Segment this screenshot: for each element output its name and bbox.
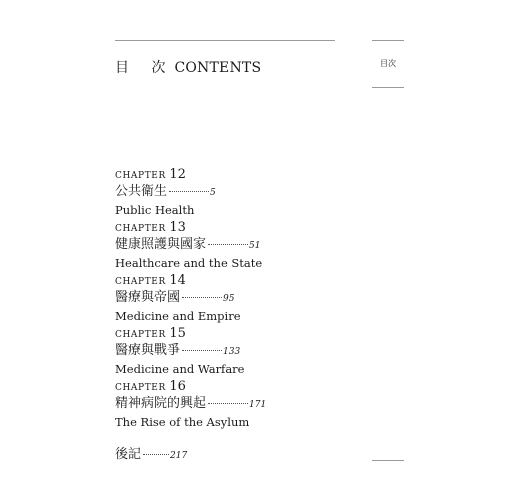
page-number: 171 <box>249 400 267 410</box>
chapter-number: 12 <box>169 167 186 182</box>
chapter-word: CHAPTER <box>115 277 166 287</box>
chapter-label <box>115 221 345 236</box>
chapter-title-zh: 公共衛生 <box>115 184 168 199</box>
leader-dots <box>182 350 222 351</box>
toc-entry-epilogue[interactable] <box>115 446 187 465</box>
chapter-label <box>115 380 345 395</box>
chapter-title-en: Medicine and Warfare <box>115 362 245 376</box>
chapter-title-row <box>115 183 345 202</box>
chapter-title-en: The Rise of the Asylum <box>115 415 250 429</box>
chapter-title-en: Healthcare and the State <box>115 256 263 270</box>
page-number: 5 <box>210 188 216 198</box>
toc-entry-chapter-13[interactable] <box>115 221 345 274</box>
page-number: 51 <box>249 241 261 251</box>
chapter-word: CHAPTER <box>115 171 166 181</box>
page-number: 95 <box>223 294 235 304</box>
chapter-title-row <box>115 236 345 255</box>
toc-entry-chapter-15[interactable] <box>115 327 345 380</box>
chapter-title-row <box>115 289 345 308</box>
chapter-label <box>115 274 345 289</box>
leader-dots <box>143 454 169 455</box>
chapter-title-zh: 健康照護與國家 <box>115 237 207 252</box>
side-rule-top <box>372 40 404 41</box>
side-rule-middle <box>372 87 404 88</box>
chapter-label <box>115 168 345 183</box>
chapter-title-en: Medicine and Empire <box>115 309 241 323</box>
page-title <box>115 57 261 77</box>
toc-entry-chapter-12[interactable] <box>115 168 345 221</box>
chapter-number: 14 <box>169 273 186 288</box>
running-head: 目次 <box>380 59 396 68</box>
page-number: 133 <box>223 347 241 357</box>
chapter-title-row <box>115 395 345 414</box>
chapter-title-zh: 醫療與戰爭 <box>115 343 181 358</box>
toc-entry-chapter-16[interactable] <box>115 380 345 433</box>
chapter-word: CHAPTER <box>115 224 166 234</box>
page-number: 217 <box>170 451 188 461</box>
chapter-number: 15 <box>169 326 186 341</box>
chapter-label <box>115 327 345 342</box>
chapter-title-zh: 精神病院的興起 <box>115 396 207 411</box>
chapter-title-en: Public Health <box>115 203 195 217</box>
side-rule-bottom <box>372 460 404 461</box>
leader-dots <box>169 191 209 192</box>
leader-dots <box>208 403 248 404</box>
chapter-title-zh: 醫療與帝國 <box>115 290 181 305</box>
chapter-word: CHAPTER <box>115 383 166 393</box>
toc-entry-chapter-14[interactable] <box>115 274 345 327</box>
chapter-number: 13 <box>169 220 186 235</box>
chapter-number: 16 <box>169 379 186 394</box>
leader-dots <box>208 244 248 245</box>
chapter-title-row <box>115 342 345 361</box>
epilogue-row <box>115 446 187 465</box>
top-rule <box>115 40 335 41</box>
epilogue-title-zh: 後記 <box>115 447 142 462</box>
page-title-zh: 目 次 <box>115 60 175 76</box>
table-of-contents <box>115 168 345 433</box>
chapter-word: CHAPTER <box>115 330 166 340</box>
leader-dots <box>182 297 222 298</box>
page-title-en: CONTENTS <box>174 60 262 76</box>
